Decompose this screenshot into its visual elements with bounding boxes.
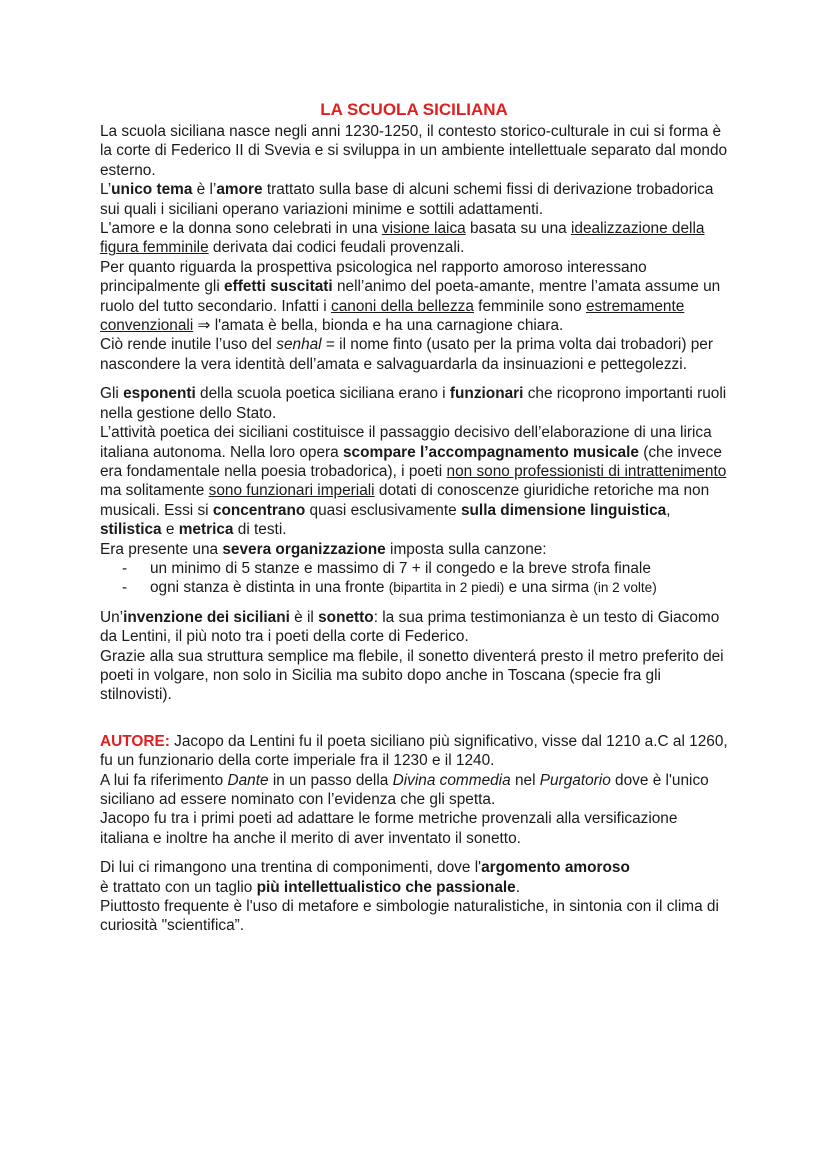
paragraph-dante: A lui fa riferimento Dante in un passo della Divina commedia nel Purgatorio dove è l'unico siciliano ad essere nominato con l’evidenza che gli spetta.: [100, 771, 709, 808]
dash-bullet: -: [122, 559, 128, 577]
canzone-list: [100, 559, 728, 598]
author-label: AUTORE:: [100, 732, 170, 750]
spacer: [100, 848, 728, 858]
dash-bullet: -: [122, 579, 128, 597]
paragraph-sonnet: Un’invenzione dei siciliani è il sonetto: la sua prima testimonianza è un testo di Giacomo da Lentini, il più noto tra i poeti della corte di Federico.: [100, 608, 720, 646]
paragraph-jacopo-metrics: Jacopo fu tra i primi poeti ad adattare le forme metriche provenzali alla versificazione italiana e inoltre ha anche il merito di aver inventato il sonetto.: [100, 810, 678, 847]
paragraph-theme: L’unico tema è l’amore trattato sulla base di alcuni schemi fissi di derivazione trobadorica sui quali i siciliani operano variazioni minime e sottili adattamenti.: [100, 181, 714, 218]
paragraph-works: Di lui ci rimangono una trentina di componimenti, dove l'argomento amoroso è trattato con un taglio più intellettualistico che passionale.: [100, 859, 630, 896]
spacer: [100, 374, 728, 384]
list-item: - ogni stanza è distinta in una fronte (bipartita in 2 piedi) e una sirma (in 2 volte): [122, 579, 657, 597]
paragraph-poetic-activity: L’attività poetica dei siciliani costituisce il passaggio decisivo dell’elaborazione di una lirica italiana autonoma. Nella loro opera scompare l’accompagnamento musicale (che invece era fondamentale nella poesia trobadorica), i poeti non sono professionisti di intrattenimento ma solitamente sono funzionari imperiali dotati di conoscenze giuridiche retoriche ma non musicali. Essi si concentrano quasi esclusivamente sulla dimensione linguistica, stilistica e metrica di testi.: [100, 424, 727, 539]
spacer: [100, 598, 728, 608]
paragraph-senhal: Ciò rende inutile l’uso del senhal = il nome finto (usato per la prima volta dai trobadori) per nascondere la vera identità dell’amata e salvaguardarla da insinuazioni e pettegolezzi.: [100, 336, 713, 373]
paragraph-organization: Era presente una severa organizzazione imposta sulla canzone:: [100, 540, 547, 558]
paragraph-metaphors: Piuttosto frequente è l'uso di metafore e simbologie naturalistiche, in sintonia con il clima di curiosità "scientifica”.: [100, 898, 719, 935]
paragraph-exponents: Gli esponenti della scuola poetica siciliana erano i funzionari che ricoprono importanti ruoli nella gestione dello Stato.: [100, 385, 727, 422]
paragraph-sonnet-structure: Grazie alla sua struttura semplice ma flebile, il sonetto diventerá presto il metro preferito dei poeti in volgare, non solo in Sicilia ma subito dopo anche in Toscana (specie fra gli stilnovisti).: [100, 647, 724, 704]
page-title: LA SCUOLA SICILIANA: [320, 100, 508, 119]
paragraph-vision: L'amore e la donna sono celebrati in una visione laica basata su una idealizzazione della figura femminile derivata dai codici feudali provenzali.: [100, 220, 705, 257]
list-item: - un minimo di 5 stanze e massimo di 7 + il congedo e la breve strofa finale: [122, 559, 651, 577]
paragraph-psychology: Per quanto riguarda la prospettiva psicologica nel rapporto amoroso interessano principalmente gli effetti suscitati nell’animo del poeta-amante, mentre l’amata assume un ruolo del tutto secondario. Infatti i canoni della bellezza femminile sono estremamente convenzionali ⇒ l'amata è bella, bionda e ha una carnagione chiara.: [100, 258, 721, 335]
paragraph-origin: La scuola siciliana nasce negli anni 1230-1250, il contesto storico-culturale in cui si forma è la corte di Federico II di Svevia e si sviluppa in un ambiente intellettuale separato dal mondo esterno.: [100, 123, 728, 179]
paragraph-author: AUTORE: Jacopo da Lentini fu il poeta siciliano più significativo, visse dal 1210 a.C al 1260, fu un funzionario della corte imperiale fra il 1230 e il 1240.: [100, 732, 728, 770]
spacer: [100, 705, 728, 732]
